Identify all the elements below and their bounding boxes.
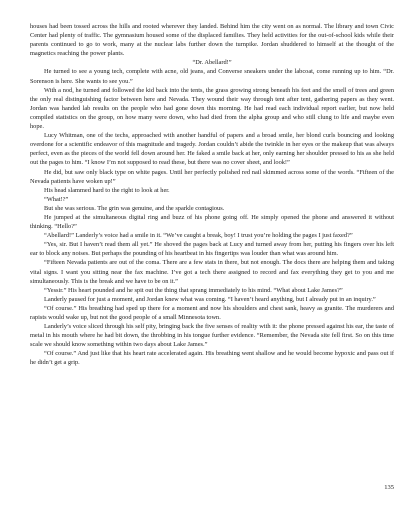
paragraph: “Dr. Abellard!” [192,59,232,67]
paragraph: He jumped at the simultaneous digital ring and buzz of his phone going off. He simply opened the phone and answered it without thinking. “Hello?” [30,213,394,231]
paragraph: “Yessir.” His heart pounded and he spit out the thing that sprang immediately to his mind. “What about Lake James?” [44,286,343,294]
paragraph: “Of course.” His breathing had sped up there for a moment and now his shoulders and chest sank, heavy as granite. The murderers and rapists would wake up, but not the good people of a small Minnesota town. [30,304,394,321]
paragraph: “What!?” [44,195,69,203]
paragraph: Landerly paused for just a moment, and Jordan knew what was coming. “I haven’t heard anything, but I already put in an inquiry.” [44,295,376,303]
paragraph: “Of course.” And just like that his heart rate accelerated again. His breathing went shallow and he would become hypoxic and pass out if he didn’t get a grip. [30,350,394,367]
paragraph: houses had been tossed across the hills and rooted wherever they landed. Behind him the city went on as normal. The library and town Civic Center had plenty of traffic. The gymnasium housed some of the displaced families. They held activities for the out-of-school kids while their parents continued to go to work, many at the nuclear labs further down the turnpike. Jordan shuddered to himself at the thought of the magnetics reaching the power plants. [30,23,394,58]
paragraph: “Yes, sir. But I haven’t read them all yet.” He shoved the pages back at Lucy and turned away from her, putting his fingers over his left ear to block any noises. But perhaps the pounding of his heartbeat in his fingertips was louder than what was around him. [30,241,394,258]
paragraph: But she was serious. The grin was genuine, and the sparkle contagious. [44,204,225,212]
paragraph: His head slammed hard to the right to look at her. [44,186,170,194]
paragraph: Lucy Whitman, one of the techs, approached with another handful of papers and a broad smile, her blond curls bouncing and looking overdone for a scientific endeavor of this magnitude and tragedy. Jordan couldn’t abide the twinkle in her eyes or the makeup that was always perfect, even as the pieces of the world fell down around her. He faked a smile back at her, only earning her shoulder pressed to his as she held out the pages to him. “I know I’m not supposed to read these, but there was no cover sheet, and look!” [30,132,394,167]
page-number: 135 [384,484,394,491]
paragraph: With a nod, he turned and followed the kid back into the tents, the grass growing strong beneath his feet and the smell of trees and green the only real distinguishing factor between here and Nevada. They wound their way through tent after tent, gathering papers as they went. Jordan was handed lab results on the people who had gone down this morning. He had read each individual report earlier, but now held compiled statistics on the group, on how many were down, who had died from the alpha group and who still clung to life and maybe even hope. [30,86,394,131]
paragraph: He turned to see a young tech, complete with acne, old jeans, and Converse sneakers under the labcoat, come running up to him. “Dr. Sorenson is here. She wants to see you.” [30,68,394,85]
paragraph: He did, but saw only black type on white pages. Until her perfectly polished red nail skimmed across some of the words. “Fifteen of the Nevada patients have woken up!” [30,168,394,185]
paragraph: “Fifteen Nevada patients are out of the coma. There are a few stats in there, but not enough. The docs there are helping them and taking vital signs. I want you sitting near the fax machine. I’ve got a tech there assigned to record and fax everything they get to you and me simultaneously. This is the break and we have to be on it.” [30,259,394,285]
book-page-body [30,22,394,368]
paragraph: Landerly’s voice sliced through his self pity, bringing back the five senses of reality with it: the phone pressed against his ear, the taste of metal in his mouth where he had bit down, the throbbing in his tongue further evidence. “Remember, the Nevada site fell first. So on this time scale we should know something within two days about Lake James.” [30,323,394,349]
paragraph: “Abellard!” Landerly’s voice had a smile in it. “We’ve caught a break, boy! I trust you’re holding the pages I just faxed?” [44,232,353,240]
